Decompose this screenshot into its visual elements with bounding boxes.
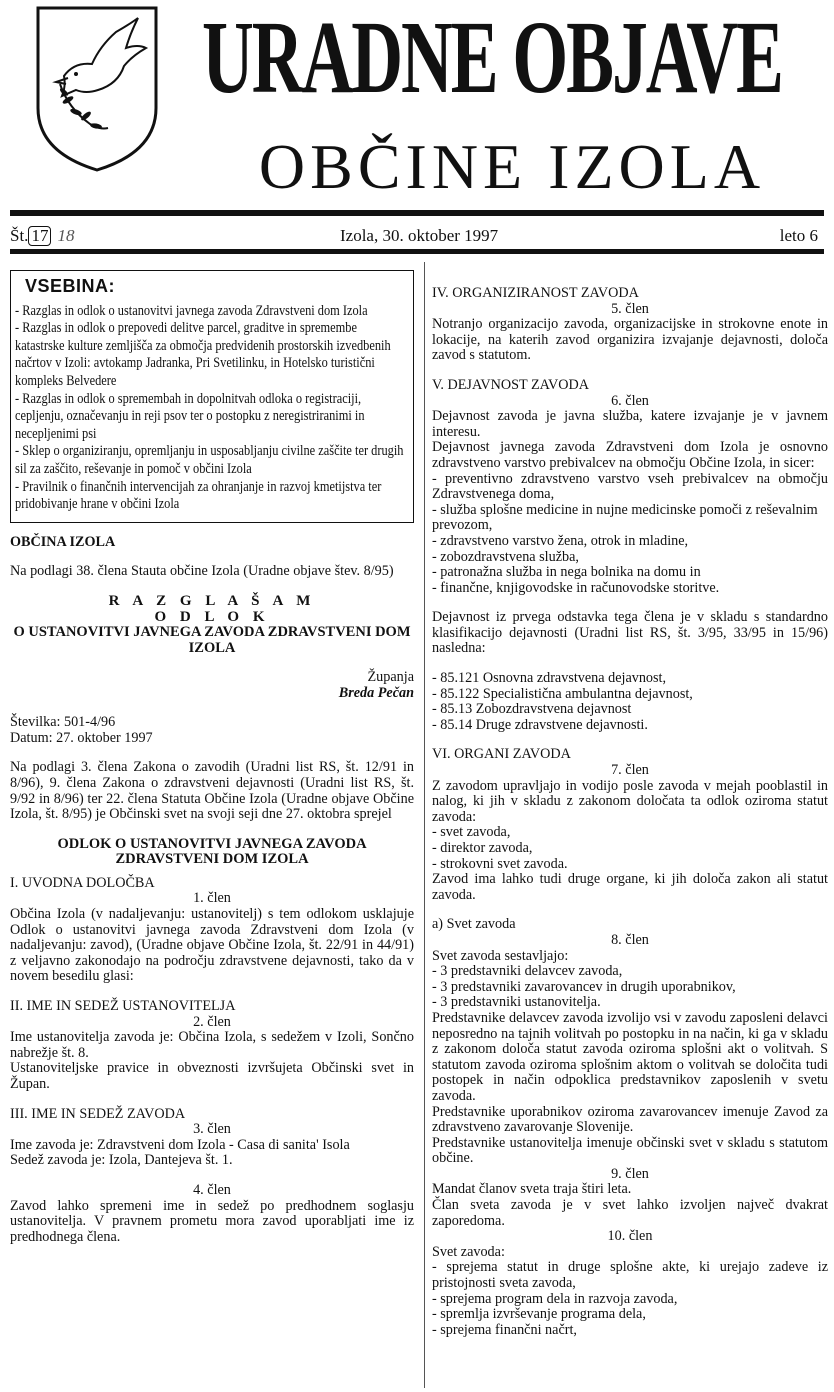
article-text: Zavod lahko spremeni ime in sedež po predhodnem soglasju ustanovitelja. V pravnem prometu mora zavod uporabljati ime iz predhodnega člena. [10, 1197, 414, 1245]
article-text: Predstavnike ustanovitelja imenuje občinski svet v skladu s statutom občine. [432, 1134, 828, 1167]
list-item: - strokovni svet zavoda. [432, 855, 568, 872]
section-heading: VI. ORGANI ZAVODA [432, 746, 571, 763]
article-number: 3. člen [193, 1121, 231, 1138]
list-item: - svet zavoda, [432, 824, 511, 841]
section-heading: II. IME IN SEDEŽ USTANOVITELJA [10, 998, 236, 1014]
article-text: Član sveta zavoda je v svet lahko izvoljen največ dvakrat zaporedoma. [432, 1197, 828, 1229]
right-column [432, 286, 828, 1338]
list-item: - zdravstveno varstvo žena, otrok in mladine, [432, 532, 689, 549]
section-heading: I. UVODNA DOLOČBA [10, 874, 155, 891]
proclamation-heading: R A Z G L A Š A M [108, 592, 316, 609]
odlok-title: O USTANOVITVI JAVNEGA ZAVODA ZDRAVSTVENI DOM IZOLA [13, 624, 411, 656]
section-heading: V. DEJAVNOST ZAVODA [432, 376, 590, 393]
legal-basis: Na podlagi 38. člena Stauta občine Izola (Uradne objave štev. 8/95) [10, 563, 394, 580]
article-text: Dejavnost javnega zavoda Zdravstveni dom Izola je osnovno zdravstveno varstvo prebivalcev na območju Občine Izola, in sicer: [432, 439, 828, 471]
contents-item: - Razglas in odlok o ustanovitvi javnega zavoda Zdravstveni dom Izola [15, 302, 368, 319]
list-item: - 3 predstavniki zavarovancev in drugih uporabnikov, [432, 978, 736, 995]
masthead-rule-top [10, 210, 824, 216]
article-text: Zavod ima lahko tudi druge organe, ki jih določa zakon ali statut zavoda. [432, 871, 828, 903]
article-text: Dejavnost zavoda je javna služba, katere izvajanje je v javnem interesu. [432, 408, 828, 440]
article-text: Predstavnike delavcev zavoda izvolijo vsi v zavodu zaposleni delavci neposredno na tajnih volitvah po postopku in na način, ki ga v skladu z zakonom določa statut zavoda oziroma splošni akt o volitvah. S statutom zavoda oziroma splošnim aktom o volitvah se določita tudi postopek in način odpoklica predstavnikov zaposlenih v svetu zavoda. [432, 1009, 828, 1104]
contents-item: - Pravilnik o finančnih intervencijah za ohranjanje in razvoj kmetijstva ter pridobivanje hrane v občini Izola [15, 478, 382, 513]
article-number: 6. člen [611, 392, 649, 409]
list-item: - 3 predstavniki ustanovitelja. [432, 994, 601, 1011]
publication-title: URADNE OBJAVE [202, 0, 782, 115]
document-date: Datum: 27. oktober 1997 [10, 729, 153, 746]
article-text: Ime ustanovitelja zavoda je: Občina Izola, s sedežem v Izoli, Sončno nabrežje št. 8. [10, 1029, 414, 1061]
article-number: 7. člen [611, 762, 649, 779]
list-item: - finančne, knjigovodske in računovodske storitve. [432, 579, 720, 596]
activity-code: - 85.13 Zobozdravstvena dejavnost [432, 701, 632, 718]
activity-code: - 85.121 Osnovna zdravstvena dejavnost, [432, 670, 667, 687]
article-text: Sedež zavoda je: Izola, Dantejeva št. 1. [10, 1152, 233, 1169]
article-number: 9. člen [611, 1165, 649, 1182]
article-text: Svet zavoda: [432, 1243, 505, 1260]
signatory-name: Breda Pečan [338, 684, 414, 701]
left-column [10, 270, 414, 1245]
article-number: 4. člen [193, 1181, 231, 1198]
list-item: - patronažna služba in nega bolnika na domu in [432, 564, 701, 581]
issue-year: leto 6 [779, 226, 818, 245]
article-text: Mandat članov sveta traja štiri leta. [432, 1181, 632, 1198]
article-number: 5. člen [611, 300, 649, 317]
list-item: - služba splošne medicine in nujne medicinske pomoči z reševalnim prevozom, [432, 501, 818, 534]
list-item: - sprejema program dela in razvoja zavoda, [432, 1290, 678, 1307]
odlok-heading: O D L O K [154, 608, 270, 625]
article-number: 8. člen [611, 931, 649, 948]
subsection-heading: a) Svet zavoda [432, 916, 516, 933]
contents-box [10, 270, 414, 523]
document-number: Številka: 501-4/96 [10, 714, 116, 731]
article-text: Svet zavoda sestavljajo: [432, 947, 569, 964]
signatory-role: Županja [367, 669, 414, 686]
article-number: 1. člen [193, 890, 231, 907]
list-item: - sprejema finančni načrt, [432, 1321, 577, 1338]
masthead-rule-bottom [10, 249, 824, 254]
publication-subtitle: OBČINE IZOLA [258, 131, 766, 202]
article-text: Predstavnike uporabnikov oziroma zavarovancev imenuje Zavod za zdravstveno zavarovanje Slovenije. [432, 1103, 828, 1136]
section-heading: III. IME IN SEDEŽ ZAVODA [10, 1105, 186, 1122]
list-item: - direktor zavoda, [432, 840, 533, 856]
contents-heading: VSEBINA: [25, 276, 116, 296]
article-number: 10. člen [607, 1228, 653, 1245]
contents-item: - Razglas in odlok o prepovedi delitve parcel, graditve in spremembe katastrske kulture zemljišča za območja predvidenih prostorskih izvedbenih načrtov v Izoli: avtokamp Jadranka, Pri Svetilinku, in Hotelsko turistični kompleks Belvedere [15, 320, 391, 389]
contents-item: - Razglas in odlok o spremembah in dopolnitvah odloka o registraciji, cepljenju, označevanju in reji psov ter o postopku z neregistriranimi in necepljenimi psi [15, 390, 365, 442]
article-number: 2. člen [193, 1013, 231, 1030]
decree-title: ODLOK O USTANOVITVI JAVNEGA ZAVODA ZDRAVSTVENI DOM IZOLA [57, 835, 367, 868]
issue-info-row [10, 224, 824, 248]
municipal-crest [34, 4, 160, 174]
issuer-heading: OBČINA IZOLA [10, 533, 116, 550]
article-text: Dejavnost iz prvega odstavka tega člena je v skladu s standardno klasifikacijo dejavnosti (Uradni list RS, št. 3/95, 33/95 in 15/96) nasledna: [432, 609, 828, 657]
issue-date: Izola, 30. oktober 1997 [340, 226, 499, 245]
column-divider [424, 262, 425, 1388]
activity-code: - 85.14 Druge zdravstvene dejavnosti. [432, 716, 648, 733]
article-text: Z zavodom upravljajo in vodijo posle zavoda v mejah pooblastil in nalog, ki jih v skladu z zakonom določata ta odlok oziroma statut zavoda: [432, 777, 828, 825]
list-item: - preventivno zdravstveno varstvo vseh prebivalcev na območju Zdravstvenega doma, [432, 470, 828, 503]
article-text: Ime zavoda je: Zdravstveni dom Izola - Casa di sanita' Isola [10, 1136, 350, 1153]
preamble-paragraph: Na podlagi 3. člena Zakona o zavodih (Uradni list RS, št. 12/91 in 8/96), 9. člena Zakona o zdravstveni dejavnosti (Uradni list RS, št. 9/92 in 8/96) ter 22. člena Statuta Občine Izola (Uradne objave Občine Izola, št. 8/95) je Občinski svet na svoji seji dne 27. oktobra sprejel [10, 759, 414, 823]
activity-code: - 85.122 Specialistična ambulantna dejavnost, [432, 685, 693, 702]
section-heading: IV. ORGANIZIRANOST ZAVODA [432, 285, 639, 301]
contents-item: - Sklep o organiziranju, opremljanju in usposabljanju civilne zaščite ter drugih sil za zaščito, reševanje in pomoč v občini Izola [15, 443, 404, 477]
list-item: - 3 predstavniki delavcev zavoda, [432, 963, 623, 980]
article-text: Občina Izola (v nadaljevanju: ustanovitelj) s tem odlokom usklajuje Odlok o ustanovitvi javnega zavoda Zdravstveni dom Izola (v nadaljevanju: zavod), (Uradne objave Občine Izola, št. 22/91 in 44/91) z veljavno zakonodajo na področju zdravstvene dejavnosti, tako da v novem besedilu glasi: [10, 906, 414, 985]
list-item: - zobozdravstvena služba, [432, 548, 579, 565]
list-item: - spremlja izvrševanje programa dela, [432, 1306, 646, 1323]
issue-number: Št. 17 18 [10, 226, 75, 245]
article-text: Notranjo organizacijo zavoda, organizacijske in strokovne enote in lokacije, na katerih zavod organizira izvajanje dejavnosti, določa zavod s statutom. [432, 316, 828, 364]
article-text: Ustanoviteljske pravice in obveznosti izvršujeta Občinski svet in Župan. [10, 1060, 414, 1092]
list-item: - sprejema statut in druge splošne akte, ki urejajo zadeve iz pristojnosti sveta zavoda, [432, 1259, 828, 1292]
